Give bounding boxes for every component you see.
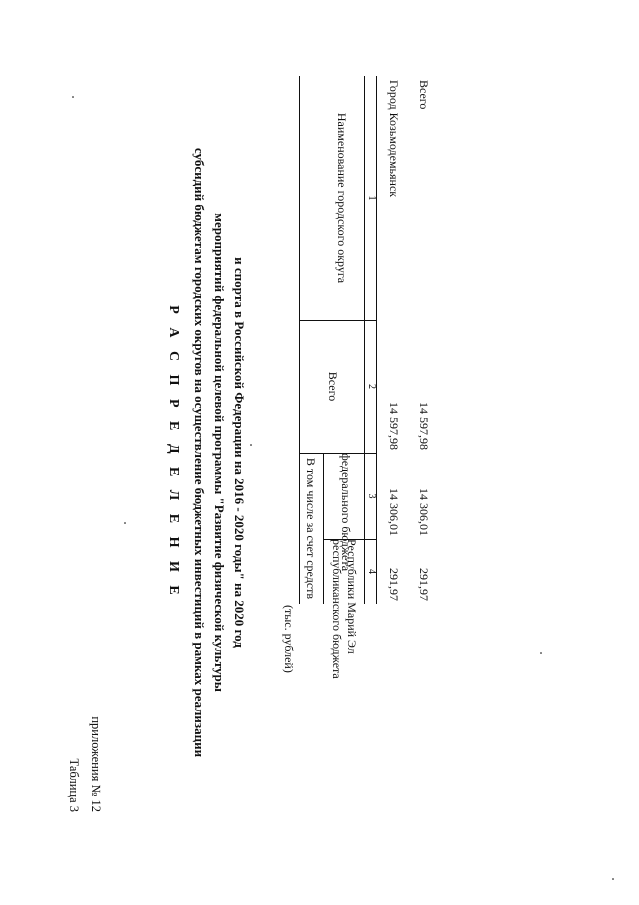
col-number-1: 1	[366, 195, 377, 201]
row-total-total: 14 597,98	[417, 402, 431, 450]
header-federal-col: федерального бюджета	[339, 453, 353, 572]
scan-speck	[612, 878, 614, 880]
title-line-1: субсидий бюджетам городских округов на осуществление бюджетных инвестиций в рамках реализации	[192, 147, 207, 758]
scan-speck	[72, 96, 74, 98]
header-republic-col-line1: республиканского бюджета	[330, 539, 344, 679]
title-line-3: и спорта в Российской Федерации на 2016 - 2020 годы" на 2020 год	[232, 257, 247, 648]
header-group-col: В том числе за счет средств	[304, 457, 318, 600]
group-header-divider	[323, 453, 324, 604]
col-number-3: 3	[366, 493, 377, 499]
row-1-name: Город Козьмодемьянск	[387, 80, 401, 198]
table-number: Таблица 3	[67, 758, 81, 812]
col-number-4: 4	[366, 569, 377, 574]
row-1-total: 14 597,98	[387, 402, 401, 450]
row-total-federal: 14 306,01	[417, 488, 431, 536]
col-number-2: 2	[366, 384, 377, 389]
table-top-border	[299, 76, 300, 604]
row-total-republic: 291,97	[417, 568, 431, 601]
header-republic-col-line2: Республики Марий Эл	[345, 539, 359, 654]
scan-speck	[540, 652, 542, 654]
appendix-label: приложения № 12	[89, 716, 103, 812]
header-bottom-border	[364, 76, 365, 604]
header-total-col: Всего	[326, 371, 340, 402]
document-title: Р А С П Р Е Д Е Л Е Н И Е	[166, 305, 181, 600]
row-1-republic: 291,97	[387, 568, 401, 601]
scan-speck	[124, 522, 126, 524]
header-name-col: Наименование городского округа	[335, 112, 349, 284]
title-line-2: мероприятий федеральной целевой программы "Развитие физической культуры	[212, 213, 227, 692]
units-label: (тыс. рублей)	[282, 605, 296, 673]
scan-speck	[250, 444, 252, 446]
row-total-name: Всего	[417, 80, 431, 110]
row-1-federal: 14 306,01	[387, 488, 401, 536]
